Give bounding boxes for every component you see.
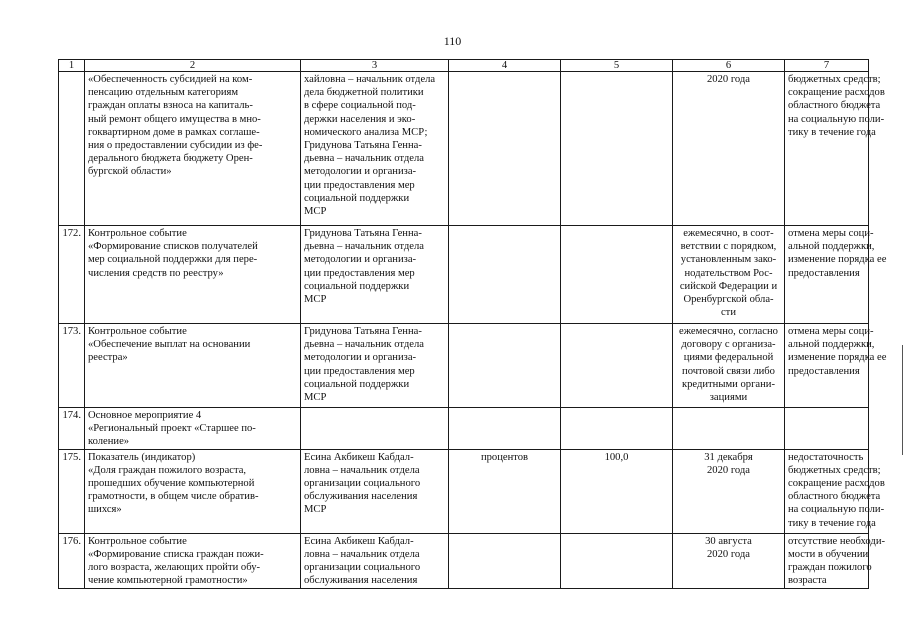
cell-line: чение компьютерной грамотности» — [88, 575, 248, 587]
risk-cell — [785, 449, 885, 533]
cell-line: отсутствие необходи- — [788, 535, 886, 547]
cell-line: обслуживания населения — [304, 575, 418, 587]
cell-line: 31 декабря — [704, 451, 753, 463]
cell-line: сокращение расходов — [788, 87, 885, 99]
deadline-cell — [673, 72, 785, 226]
column-number: 5 — [561, 60, 673, 72]
deadline-cell — [673, 324, 785, 408]
value-cell — [561, 72, 673, 226]
cell-line: зациями — [709, 392, 748, 404]
cell-line: мости в обучении — [788, 548, 869, 560]
cell-line: Гридунова Татьяна Генна- — [304, 326, 422, 337]
cell-line: организации социального — [304, 562, 421, 574]
row-number — [59, 72, 85, 226]
cell-line: ции предоставления мер — [304, 267, 415, 279]
cell-line: числения средств по реестру» — [88, 267, 224, 279]
deadline-cell — [673, 408, 785, 450]
cell-line: шихся» — [88, 504, 122, 516]
responsible-cell — [301, 449, 449, 533]
risk-cell — [785, 408, 869, 450]
table-row — [59, 226, 869, 324]
cell-line: изменение порядка ее — [788, 352, 887, 364]
event-name-cell — [85, 324, 301, 408]
cell-line: дьевна – начальник отдела — [304, 241, 424, 253]
cell-line: ловна – начальник отдела — [304, 548, 420, 560]
cell-line: процентов — [480, 451, 529, 463]
table-row — [59, 72, 869, 226]
cell-line: коление» — [88, 436, 130, 448]
value-cell — [561, 533, 673, 588]
column-number: 1 — [59, 60, 85, 72]
event-name-cell — [85, 226, 301, 324]
value-cell — [561, 226, 673, 324]
cell-line: дерального бюджета бюджету Орен- — [88, 153, 253, 165]
cell-line: 100,0 — [604, 451, 629, 463]
risk-cell — [785, 226, 887, 324]
cell-line: отмена меры соци- — [788, 228, 874, 239]
responsible-cell — [301, 324, 449, 408]
cell-line: Есина Акбикеш Кабдал- — [304, 535, 414, 547]
cell-line: отмена меры соци- — [788, 326, 874, 337]
cell-line: 2020 года — [706, 74, 750, 85]
cell-line: хайловна – начальник отдела — [304, 74, 436, 85]
cell-line: «Обеспечение выплат на основании — [88, 339, 251, 351]
cell-line: Контрольное событие — [88, 535, 187, 547]
row-number: 174. — [59, 408, 85, 450]
cell-line: МСР — [304, 392, 327, 404]
cell-line: социальной поддержки — [304, 192, 410, 204]
unit-cell — [449, 72, 561, 226]
event-name-cell — [85, 72, 301, 226]
event-name-cell — [85, 449, 301, 533]
responsible-cell — [301, 226, 449, 324]
cell-line: гоквартирном доме в рамках соглаше- — [88, 126, 260, 138]
cell-line: 2020 года — [706, 548, 750, 560]
cell-line: Оренбургской обла- — [683, 294, 774, 306]
row-number: 176. — [59, 533, 85, 588]
cell-line: ловна – начальник отдела — [304, 464, 420, 476]
cell-line: МСР — [304, 294, 327, 306]
cell-line: дьевна – начальник отдела — [304, 339, 424, 351]
cell-line: нодательством Рос- — [684, 267, 773, 279]
deadline-cell — [673, 533, 785, 588]
cell-line: номического анализа МСР; — [304, 126, 428, 138]
column-number: 4 — [449, 60, 561, 72]
cell-line: реестра» — [88, 352, 128, 364]
event-name-cell — [85, 408, 301, 450]
table-row — [59, 324, 869, 408]
cell-line: Контрольное событие — [88, 228, 187, 239]
value-cell — [561, 449, 673, 533]
cell-line: ветствии с порядком, — [680, 241, 777, 253]
cell-line: Показатель (индикатор) — [88, 451, 196, 463]
cell-line: социальной поддержки — [304, 280, 410, 292]
measures-table — [58, 59, 887, 589]
cell-line: на социальную поли- — [788, 113, 885, 125]
responsible-cell — [301, 408, 449, 450]
cell-line: возраста — [788, 575, 827, 587]
unit-cell — [449, 226, 561, 324]
responsible-cell — [301, 72, 449, 226]
cell-line: грамотности, в общем числе обратив- — [88, 491, 259, 503]
row-number: 172. — [59, 226, 85, 324]
cell-line: почтовой связи либо — [682, 365, 775, 377]
cell-line: циями федеральной — [683, 352, 774, 364]
cell-line: граждан пожилого — [788, 562, 872, 574]
cell-line: «Доля граждан пожилого возраста, — [88, 464, 247, 476]
cell-line: Контрольное событие — [88, 326, 187, 337]
table-row — [59, 449, 869, 533]
cell-line: предоставления — [788, 365, 860, 377]
cell-line: «Формирование списков получателей — [88, 241, 258, 253]
cell-line: сокращение расходов — [788, 478, 885, 490]
cell-line: тику в течение года — [788, 517, 876, 529]
unit-cell — [449, 533, 561, 588]
column-number: 6 — [673, 60, 785, 72]
cell-line: альной поддержки, — [788, 339, 875, 351]
row-number: 175. — [59, 449, 85, 533]
cell-line: областного бюджета — [788, 491, 881, 503]
table-row — [59, 408, 869, 450]
unit-cell — [449, 408, 561, 450]
cell-line: дела бюджетной политики — [304, 87, 424, 99]
cell-line: МСР — [304, 206, 327, 218]
cell-line: МСР — [304, 504, 327, 516]
cell-line: организации социального — [304, 478, 421, 490]
column-number-header-row — [59, 60, 869, 72]
cell-line: установленным зако- — [680, 254, 777, 266]
cell-line: «Обеспеченность субсидией на ком- — [88, 74, 253, 85]
cell-line: Гридунова Татьяна Генна- — [304, 140, 422, 152]
cell-line: «Формирование списка граждан пожи- — [88, 548, 264, 560]
cell-line: держки населения и эко- — [304, 113, 416, 125]
deadline-cell — [673, 226, 785, 324]
cell-line: кредитными органи- — [681, 378, 775, 390]
cell-line: в сфере социальной под- — [304, 100, 416, 112]
cell-line: ежемесячно, согласно — [679, 326, 778, 337]
cell-line: «Региональный проект «Старшее по- — [88, 423, 256, 435]
cell-line: методологии и организа- — [304, 352, 417, 364]
cell-line: ный ремонт общего имущества в мно- — [88, 113, 261, 125]
cell-line: граждан оплаты взноса на капиталь- — [88, 100, 253, 112]
risk-cell — [785, 324, 887, 408]
cell-line: ции предоставления мер — [304, 179, 415, 191]
cell-line: бургской области» — [88, 166, 172, 178]
cell-line: 30 августа — [705, 535, 752, 547]
unit-cell — [449, 449, 561, 533]
cell-line: предоставления — [788, 267, 860, 279]
unit-cell — [449, 324, 561, 408]
column-number: 7 — [785, 60, 869, 72]
column-number: 2 — [85, 60, 301, 72]
cell-line: бюджетных средств; — [788, 74, 881, 85]
cell-line: Есина Акбикеш Кабдал- — [304, 451, 414, 463]
table-body — [59, 60, 887, 589]
cell-line: недостаточность — [788, 451, 864, 463]
value-cell — [561, 408, 673, 450]
deadline-cell — [673, 449, 785, 533]
risk-cell — [785, 72, 885, 226]
event-name-cell — [85, 533, 301, 588]
cell-line: изменение порядка ее — [788, 254, 887, 266]
table-row — [59, 533, 869, 588]
cell-line: ции предоставления мер — [304, 365, 415, 377]
cell-line: договору с организа- — [681, 339, 776, 351]
cell-line: методологии и организа- — [304, 254, 417, 266]
column-number: 3 — [301, 60, 449, 72]
cell-line: дьевна – начальник отдела — [304, 153, 424, 165]
cell-line: областного бюджета — [788, 100, 881, 112]
cell-line: обслуживания населения — [304, 491, 418, 503]
cell-line: на социальную поли- — [788, 504, 885, 516]
responsible-cell — [301, 533, 449, 588]
cell-line: мер социальной поддержки для пере- — [88, 254, 258, 266]
risk-cell — [785, 533, 886, 588]
page-number: 110 — [443, 34, 462, 48]
value-cell — [561, 324, 673, 408]
cell-line: лого возраста, желающих пройти обу- — [88, 562, 261, 574]
cell-line: социальной поддержки — [304, 378, 410, 390]
cell-line: сийской Федерации и — [679, 280, 778, 292]
cell-line: альной поддержки, — [788, 241, 875, 253]
row-number: 173. — [59, 324, 85, 408]
cell-line: методологии и организа- — [304, 166, 417, 178]
cell-line: бюджетных средств; — [788, 464, 881, 476]
cell-line: Гридунова Татьяна Генна- — [304, 228, 422, 239]
cell-line: пенсацию отдельным категориям — [88, 87, 239, 99]
cell-line: прошедших обучение компьютерной — [88, 478, 255, 490]
cell-line: Основное мероприятие 4 — [88, 410, 202, 421]
cell-line: сти — [720, 307, 736, 319]
scan-edge-line — [902, 345, 903, 455]
cell-line: ежемесячно, в соот- — [683, 228, 774, 239]
cell-line: тику в течение года — [788, 126, 876, 138]
cell-line: 2020 года — [706, 464, 750, 476]
cell-line: ния о предоставлении субсидии из фе- — [88, 140, 263, 152]
